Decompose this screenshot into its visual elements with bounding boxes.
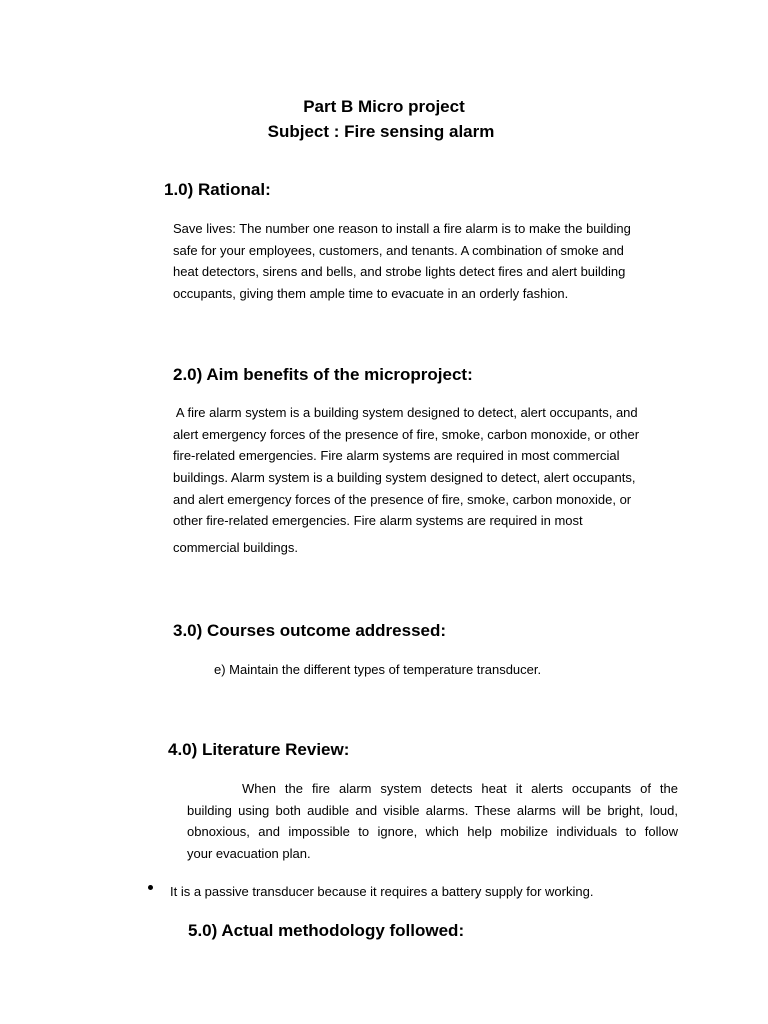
section-body-rational [173, 218, 631, 305]
paragraph-line: occupants, giving them ample time to evacuate in an orderly fashion. [173, 286, 569, 302]
document-title [0, 94, 768, 144]
section-body-outcome [214, 659, 541, 681]
paragraph-line: heat detectors, sirens and bells, and strobe lights detect fires and alert building [173, 264, 626, 280]
paragraph-line: buildings. Alarm system is a building system designed to detect, alert occupants, [173, 470, 636, 486]
paragraph-line: your evacuation plan. [187, 846, 311, 862]
bullet-icon [148, 885, 153, 890]
section-body-literature [187, 778, 678, 865]
section-heading-rational: 1.0) Rational: [164, 180, 271, 199]
paragraph-line: alert emergency forces of the presence of fire, smoke, carbon monoxide, or other [173, 426, 640, 442]
section-heading-methodology: 5.0) Actual methodology followed: [188, 921, 465, 940]
section-heading-literature: 4.0) Literature Review: [168, 740, 350, 759]
paragraph-line: building using both audible and visible alarms. These alarms will be bright, loud, [187, 802, 678, 818]
title-line-2: Subject : Fire sensing alarm [267, 122, 495, 141]
paragraph-line: When the fire alarm system detects heat it alerts occupants of the [242, 781, 678, 796]
paragraph-line: Save lives: The number one reason to install a fire alarm is to make the building [173, 221, 631, 236]
paragraph-line: other fire-related emergencies. Fire alarm systems are required in most [173, 513, 583, 529]
bullet-text: It is a passive transducer because it requires a battery supply for working. [170, 884, 594, 899]
section-heading-outcome: 3.0) Courses outcome addressed: [173, 621, 447, 640]
paragraph-line: commercial buildings. [173, 540, 298, 556]
paragraph-line: obnoxious, and impossible to ignore, which help mobilize individuals to follow [187, 824, 678, 840]
paragraph-line: fire-related emergencies. Fire alarm systems are required in most commercial [173, 448, 620, 464]
paragraph-line: A fire alarm system is a building system designed to detect, alert occupants, and [173, 405, 638, 420]
section-heading-aim: 2.0) Aim benefits of the microproject: [173, 365, 473, 384]
paragraph-line: and alert emergency forces of the presence of fire, smoke, carbon monoxide, or [173, 491, 632, 507]
paragraph-line: e) Maintain the different types of temperature transducer. [214, 662, 542, 677]
title-line-1: Part B Micro project [303, 97, 465, 116]
paragraph-line: safe for your employees, customers, and tenants. A combination of smoke and [173, 242, 624, 258]
section-body-aim [173, 402, 639, 559]
